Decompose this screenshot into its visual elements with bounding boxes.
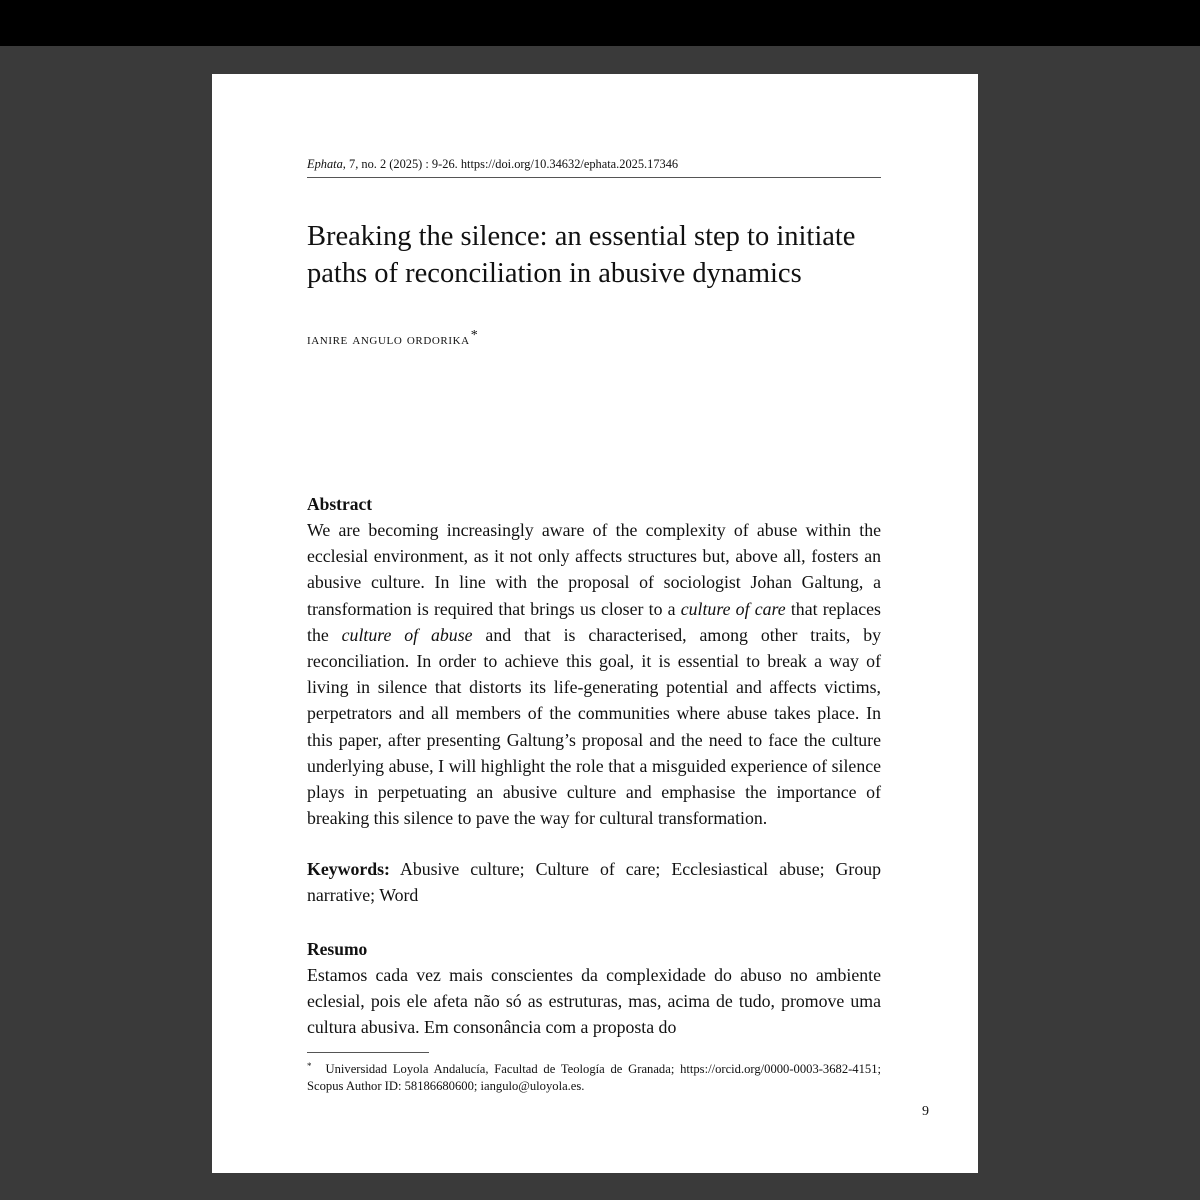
abstract-italic-culture-of-care: culture of care [680,598,786,619]
article-title: Breaking the silence: an essential step to initiate paths of reconciliation in abusive dynamics [307,221,856,289]
keywords-list: Abusive culture; Culture of care; Ecclesiastical abuse; Group narrative; Word [307,859,881,906]
citation-text: , 7, no. 2 (2025) : 9-26. https://doi.org/10.34632/ephata.2025.17346 [342,157,679,171]
footnote-divider [307,1052,429,1053]
author-name [307,328,478,349]
running-header [307,156,881,178]
footnote [307,1058,881,1095]
journal-name: Ephata [307,157,343,171]
author-footnote-mark: * [470,328,479,343]
abstract-heading: Abstract [307,494,373,514]
author-name-text: ianire angulo ordorika [307,331,470,348]
abstract-text-part-3: and that is characterised, among other traits, by reconciliation. In order to achieve this goal, it is essential to break a way of living in silence that distorts its life-generating potential and affects victims, perpetrators and all members of the communities where abuse takes place. In this paper, after presenting Galtung’s proposal and the need to face the culture underlying abuse, I will highlight the role that a misguided experience of silence plays in perpetuating an abusive culture and emphasise the importance of breaking this silence to pave the way for cultural transformation. [307,624,881,829]
footnote-text: Universidad Loyola Andalucía, Facultad de Teología de Granada; https://orcid.org/0000-0003-3682-4151; Scopus Author ID: 58186680600; iangulo@uloyola.es. [307,1062,881,1093]
document-page [212,74,978,1173]
abstract-text-part-2: that replaces the [307,598,881,645]
abstract-text [307,517,881,831]
keywords [307,856,881,908]
page-number: 9 [922,1104,929,1119]
footnote-mark: * [307,1061,312,1071]
abstract-italic-culture-of-abuse: culture of abuse [341,624,473,645]
abstract-text-part-1: We are becoming increasingly aware of the complexity of abuse within the ecclesial environment, as it not only affects structures but, above all, fosters an abusive culture. In line with the proposal of sociologist Johan Galtung, a transformation is required that brings us closer to a [307,520,881,619]
keywords-label: Keywords: [307,859,390,879]
resumo-text: Estamos cada vez mais conscientes da complexidade do abuso no ambiente eclesial, pois ele afeta não só as estruturas, mas, acima de tudo, promove uma cultura abusiva. Em consonância com a proposta do [307,965,881,1038]
viewer-top-bar [0,0,1200,46]
resumo-heading: Resumo [307,939,368,959]
